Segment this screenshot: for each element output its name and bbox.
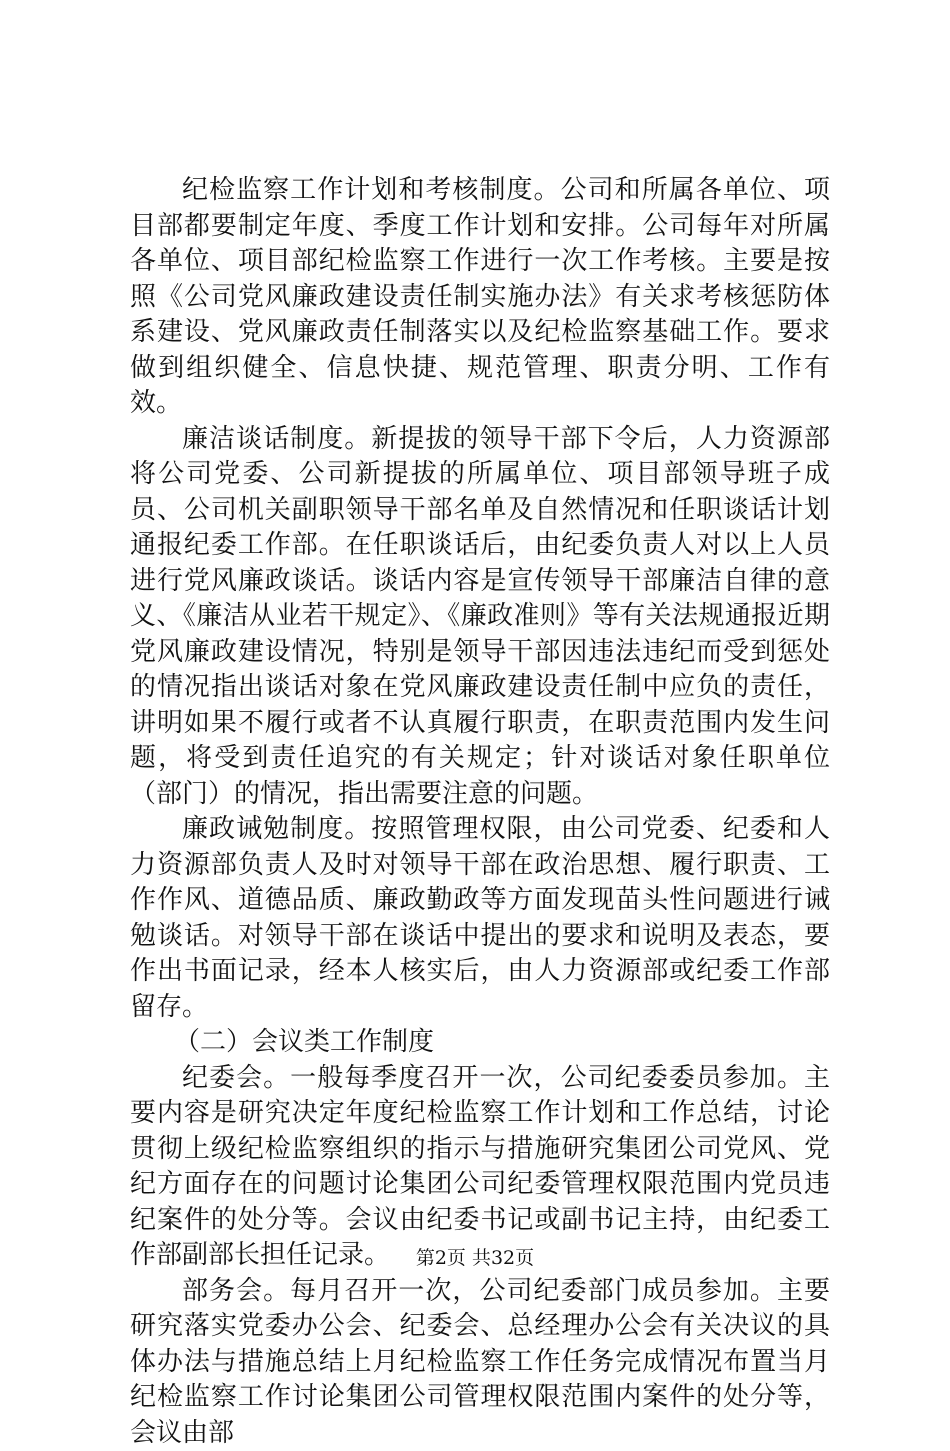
paragraph-discipline-committee: 纪委会。一般每季度召开一次，公司纪委委员参加。主要内容是研究决定年度纪检监察工作计划和工作总结，讨论贯彻上级纪检监察组织的指示与措施研究集团公司党风、党纪方面存在的问题讨论集团公司纪委管理权限范围内党员违纪案件的处分等。会议由纪委书记或副书记主持，由纪委工作部副部长担任记录。 — [130, 1061, 830, 1274]
section-heading-meetings: （二）会议类工作制度 — [130, 1025, 830, 1061]
paragraph-plan-assessment: 纪检监察工作计划和考核制度。公司和所属各单位、项目部都要制定年度、季度工作计划和安排。公司每年对所属各单位、项目部纪检监察工作进行一次工作考核。主要是按照《公司党风廉政建设责任制实施办法》有关求考核惩防体系建设、党风廉政责任制落实以及纪检监察基础工作。要求做到组织健全、信息快捷、规范管理、职责分明、工作有效。 — [130, 173, 830, 422]
paragraph-admonition: 廉政诫勉制度。按照管理权限，由公司党委、纪委和人力资源部负责人及时对领导干部在政治思想、履行职责、工作作风、道德品质、廉政勤政等方面发现苗头性问题进行诫勉谈话。对领导干部在谈话中提出的要求和说明及表态，要作出书面记录，经本人核实后，由人力资源部或纪委工作部留存。 — [130, 812, 830, 1025]
paragraph-department-meeting: 部务会。每月召开一次，公司纪委部门成员参加。主要研究落实党委办公会、纪委会、总经理办公会有关决议的具体办法与措施总结上月纪检监察工作任务完成情况布置当月纪检监察工作讨论集团公司管理权限范围内案件的处分等，会议由部 — [130, 1274, 830, 1451]
paragraph-clean-talk: 廉洁谈话制度。新提拔的领导干部下令后，人力资源部将公司党委、公司新提拔的所属单位、项目部领导班子成员、公司机关副职领导干部名单及自然情况和任职谈话计划通报纪委工作部。在任职谈话后，由纪委负责人对以上人员进行党风廉政谈话。谈话内容是宣传领导干部廉洁自律的意义、《廉洁从业若干规定》、《廉政准则》等有关法规通报近期党风廉政建设情况，特别是领导干部因违法违纪而受到惩处的情况指出谈话对象在党风廉政建设责任制中应负的责任，讲明如果不履行或者不认真履行职责，在职责范围内发生问题，将受到责任追究的有关规定；针对谈话对象任职单位（部门）的情况，指出需要注意的问题。 — [130, 422, 830, 813]
page-footer: 第2页 共32页 — [0, 1243, 950, 1270]
